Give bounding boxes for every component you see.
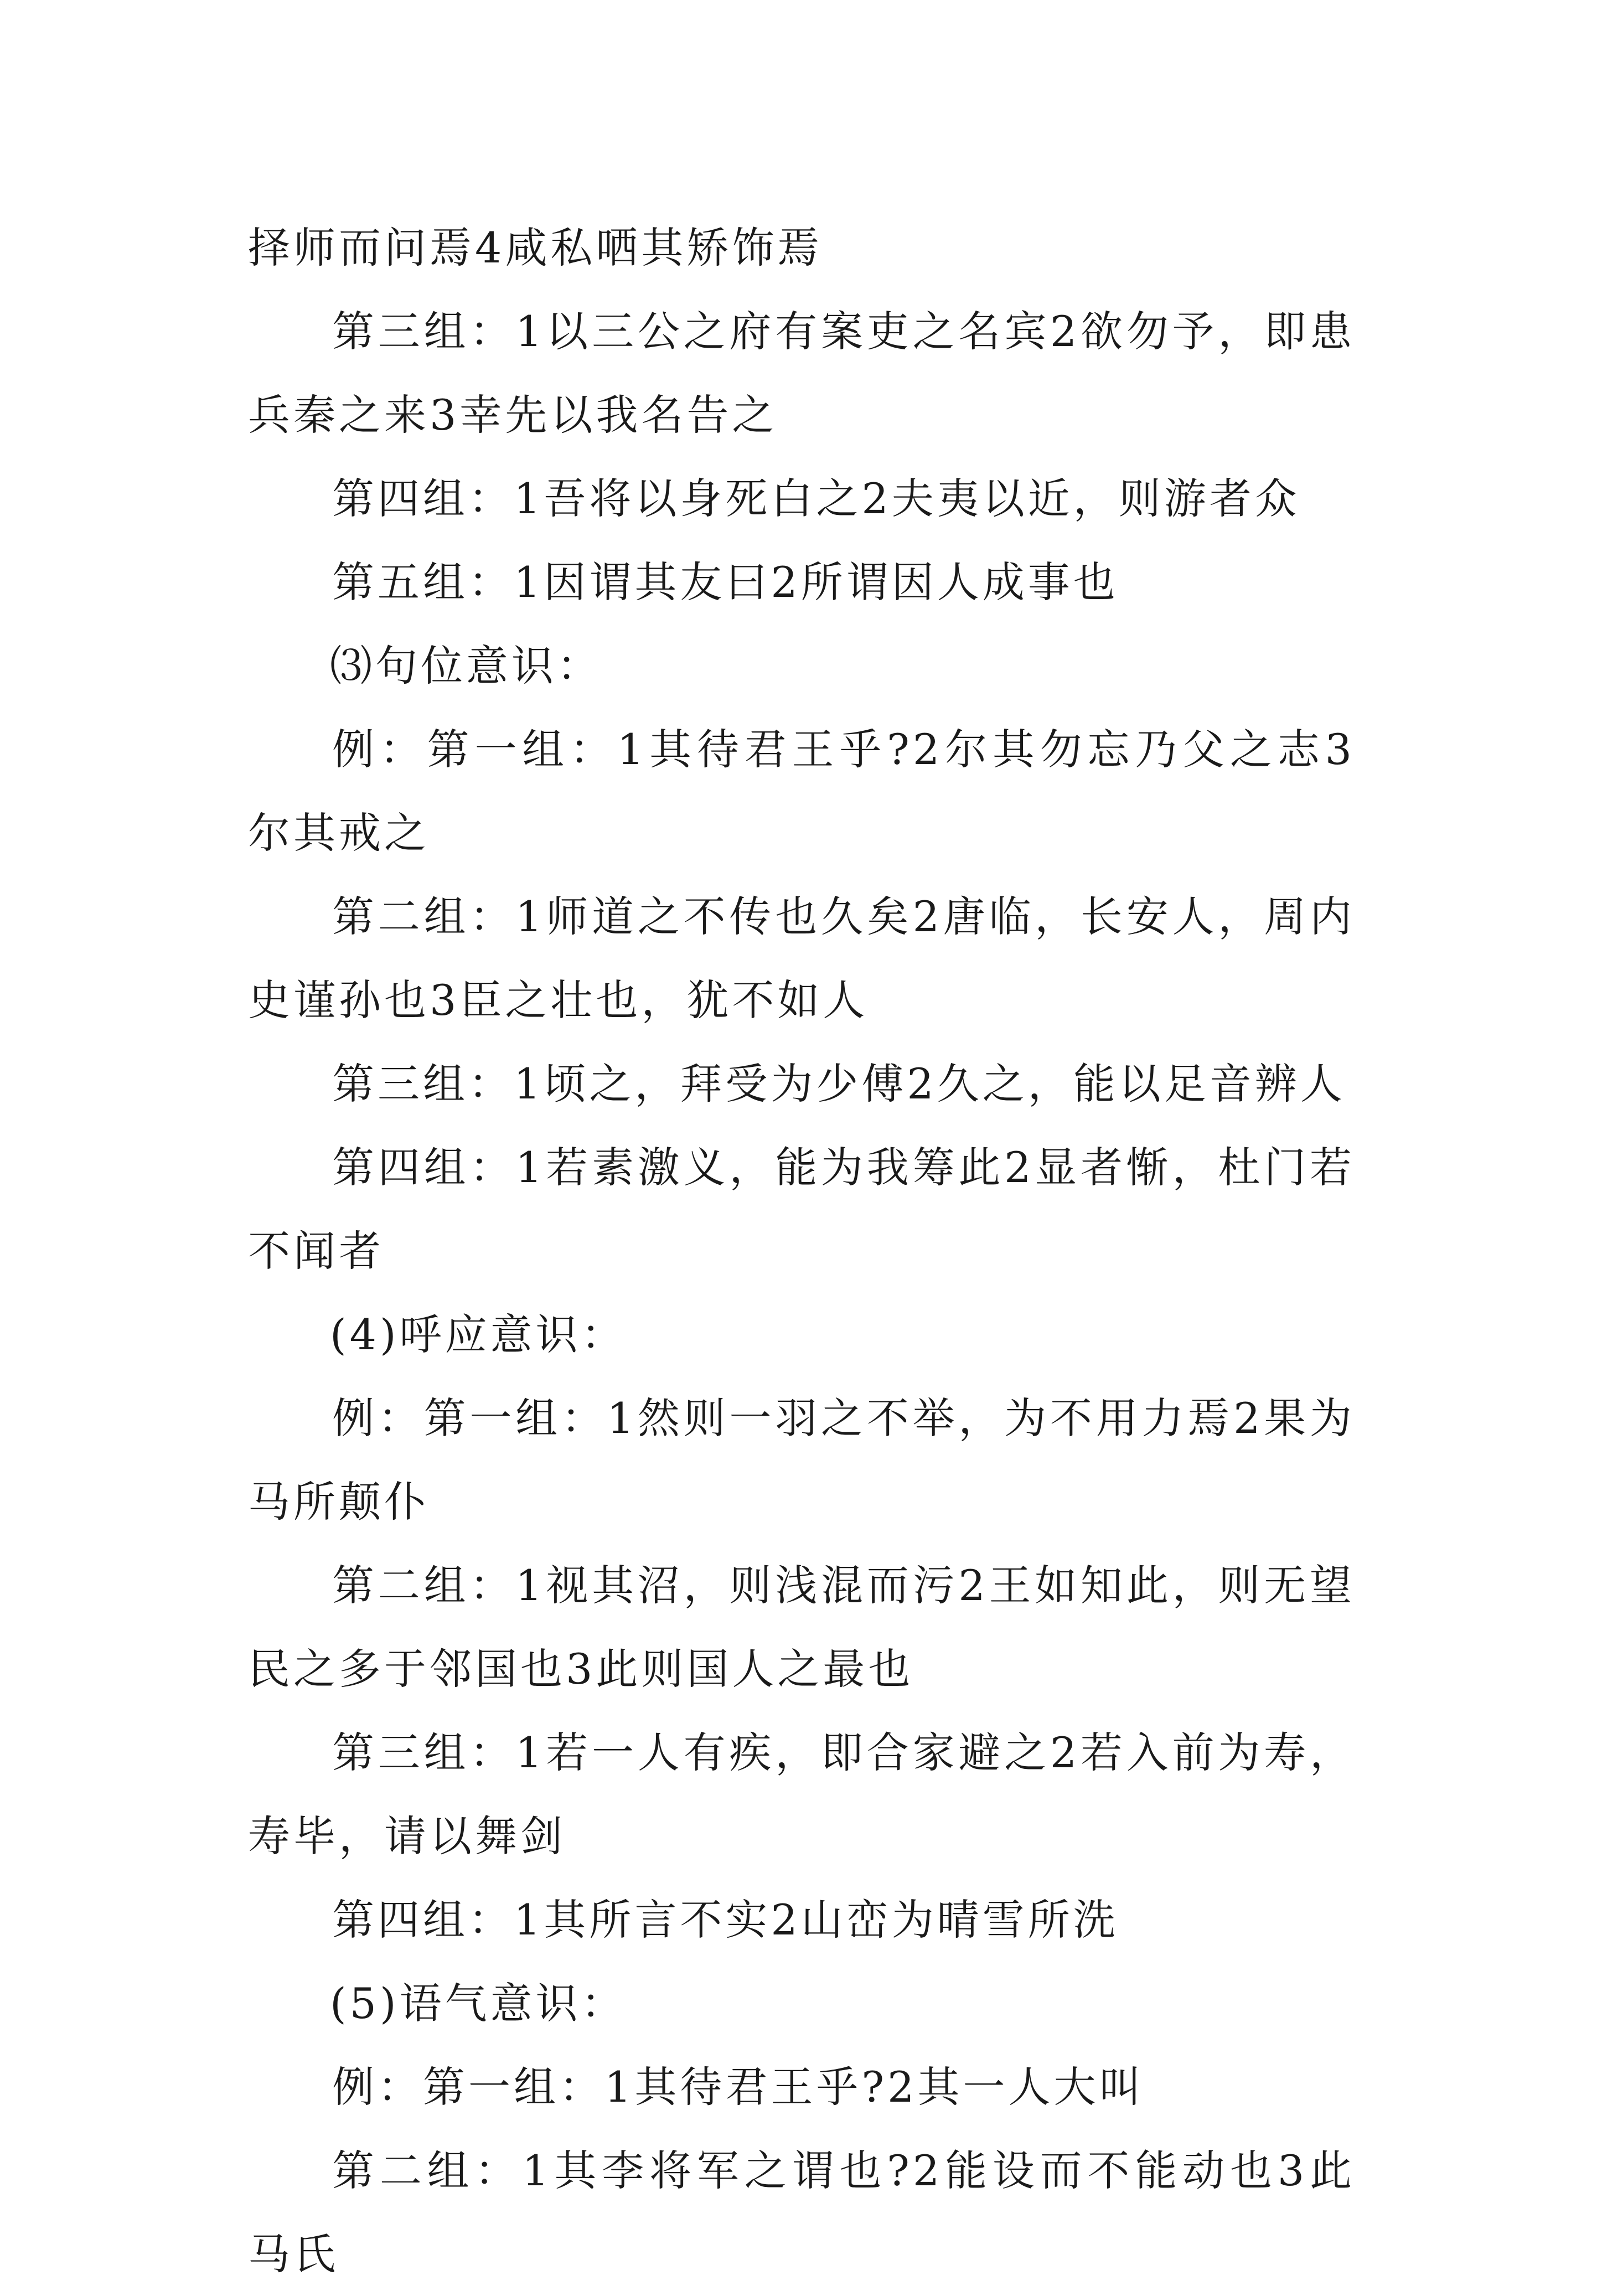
paragraph-group-2: 第二组：1其李将军之谓也?2能设而不能动也3此马氏	[248, 2146, 1355, 2279]
paragraph-group-5: 第五组：1因谓其友曰2所谓因人成事也	[332, 558, 1119, 607]
paragraph-group-4: 第四组：1吾将以身死白之2夫夷以近，则游者众	[332, 474, 1300, 523]
paragraph-continuation: 择师而问焉4咸私哂其矫饰焉	[248, 223, 823, 272]
paragraph-example-group-1: 例：第一组：1然则一羽之不举，为不用力焉2果为马所颠仆	[248, 1394, 1355, 1526]
paragraph-example-group-1: 例：第一组：1其待君王乎?2尔其勿忘乃父之志3尔其戒之	[248, 725, 1355, 858]
section-heading-sentence-position: ⑶句位意识：	[330, 641, 602, 690]
paragraph-group-3: 第三组：1以三公之府有案吏之名宾2欲勿予，即患兵秦之来3幸先以我名告之	[248, 307, 1355, 440]
document-body	[248, 206, 1355, 2296]
section-heading-tone: (5)语气意识：	[330, 1979, 627, 2028]
paragraph-group-3: 第三组：1若一人有疾，即合家避之2若入前为寿，寿毕，请以舞剑	[248, 1728, 1355, 1861]
paragraph-group-2: 第二组：1师道之不传也久矣2唐临，长安人，周内史谨孙也3臣之壮也，犹不如人	[248, 892, 1355, 1025]
paragraph-example-group-1: 例：第一组：1其待君王乎?2其一人大叫	[332, 2062, 1145, 2112]
paragraph-group-4: 第四组：1若素激义，能为我筹此2显者惭，杜门若不闻者	[248, 1143, 1355, 1276]
paragraph-group-3: 第三组：1顷之，拜受为少傅2久之，能以足音辨人	[332, 1059, 1346, 1108]
paragraph-group-2: 第二组：1视其沼，则浅混而污2王如知此，则无望民之多于邻国也3此则国人之最也	[248, 1561, 1355, 1694]
section-heading-correspondence: (4)呼应意识：	[330, 1310, 627, 1359]
paragraph-group-4: 第四组：1其所言不实2山峦为晴雪所洗	[332, 1895, 1119, 1944]
